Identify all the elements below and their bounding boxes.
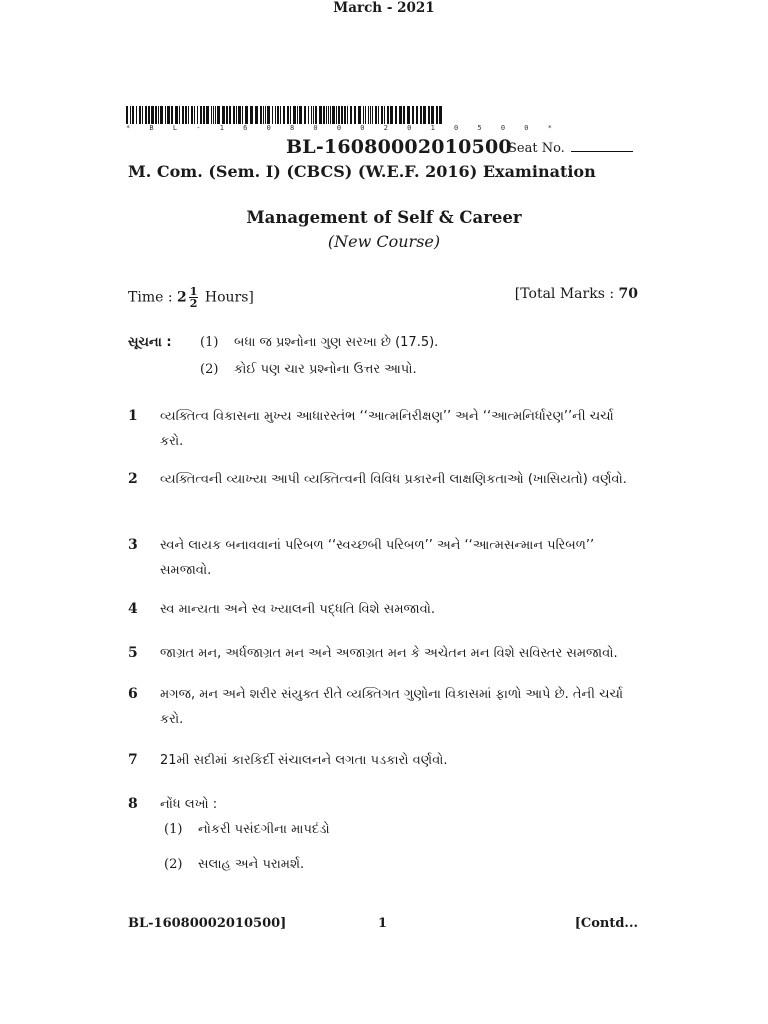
barcode-bar	[304, 106, 306, 124]
question-number: 7	[128, 752, 138, 768]
time-fraction-denominator: 2	[189, 297, 198, 310]
barcode-bar	[370, 106, 371, 124]
question-number: 6	[128, 686, 138, 702]
q8-subitem-text: સલાહ અને પરામર્શ.	[198, 857, 305, 872]
barcode-bar	[197, 106, 198, 124]
question-text: સ્વ માન્યતા અને સ્વ ખ્યાલની પદ્ધતિ વિશે સમજાવો.	[160, 602, 436, 617]
instruction-number: (1)	[200, 335, 219, 350]
barcode-bar	[165, 106, 166, 124]
barcode-bar	[332, 106, 335, 124]
barcode-bar	[403, 106, 405, 124]
barcode-bar	[363, 106, 364, 124]
time-fraction-numerator: 1	[189, 285, 198, 298]
barcode-bar	[428, 106, 430, 124]
barcode-bar	[171, 106, 173, 124]
barcode-bar	[155, 106, 157, 124]
barcode-bar	[439, 106, 442, 124]
barcode-bar	[126, 106, 128, 124]
question-text: મગજ, મન અને શરીર સંયુક્ત રીતે વ્યક્તિગત ગુણોના વિકાસમાં ફાળો આપે છે. તેની ચર્ચા કરો.	[160, 687, 624, 727]
time-marks-row	[128, 280, 638, 310]
seat-blank-line	[571, 151, 633, 152]
barcode-bar	[229, 106, 231, 124]
question-7	[128, 748, 640, 773]
barcode-bar	[175, 106, 178, 124]
paper-code: BL-16080002010500	[286, 136, 512, 158]
barcode-bar	[354, 106, 356, 124]
barcode-bar	[136, 106, 137, 124]
question-text: નોંધ લખો :	[160, 797, 218, 812]
instruction-number: (2)	[200, 362, 219, 377]
barcode-bar	[299, 106, 302, 124]
seat-label: Seat No.	[508, 141, 565, 156]
barcode-bar	[365, 106, 366, 124]
question-number: 8	[128, 796, 138, 812]
barcode-bar	[250, 106, 253, 124]
seat-number-field	[508, 141, 633, 156]
barcode-bar	[151, 106, 154, 124]
barcode-bar	[275, 106, 276, 124]
barcode-bar	[399, 106, 402, 124]
barcode-bar	[384, 106, 385, 124]
barcode-bar	[206, 106, 209, 124]
q8-subitem-text: નોકરી પસંદગીના માપદંડો	[198, 822, 330, 837]
barcode-bar	[326, 106, 327, 124]
barcode-bar	[200, 106, 202, 124]
instruction-text: કોઈ પણ ચાર પ્રશ્નોના ઉત્તર આપો.	[234, 362, 417, 377]
barcode-bar	[420, 106, 422, 124]
instruction-text: બધા જ પ્રશ્નોના ગુણ સરખા છે (17.5).	[234, 335, 439, 350]
barcode-bar	[378, 106, 380, 124]
barcode-bar	[245, 106, 248, 124]
question-1	[128, 404, 640, 454]
time-duration	[128, 286, 254, 309]
instruction-item	[200, 362, 417, 377]
barcode-bar	[330, 106, 331, 124]
barcode-bar	[260, 106, 262, 124]
barcode-bar	[297, 106, 298, 124]
barcode-bar	[188, 106, 189, 124]
question-number: 4	[128, 601, 138, 617]
barcode-bar	[236, 106, 237, 124]
barcode-bar	[308, 106, 309, 124]
instructions-label: સૂચના :	[128, 335, 172, 350]
barcode-bar	[423, 106, 426, 124]
barcode-bar	[375, 106, 377, 124]
footer-paper-code: BL-16080002010500]	[128, 916, 287, 931]
barcode-bar	[287, 106, 289, 124]
barcode-bar	[341, 106, 343, 124]
question-3	[128, 533, 640, 583]
barcode-bar	[272, 106, 273, 124]
barcode-text: * B L - 1 6 0 8 0 0 0 2 0 1 0 5 0 0 *	[126, 124, 560, 132]
barcode-bar	[344, 106, 346, 124]
barcode-bar	[222, 106, 225, 124]
question-6	[128, 682, 640, 732]
time-fraction	[189, 286, 199, 309]
barcode-bar	[431, 106, 434, 124]
barcode-bar	[185, 106, 187, 124]
barcode-bar	[217, 106, 220, 124]
barcode-bar	[139, 106, 141, 124]
barcode-bar	[160, 106, 163, 124]
barcode-bar	[213, 106, 215, 124]
barcode	[126, 106, 444, 124]
question-number: 3	[128, 537, 138, 553]
question-number: 2	[128, 471, 138, 487]
question-5	[128, 641, 640, 666]
barcode-bar	[203, 106, 205, 124]
question-number: 1	[128, 408, 138, 424]
barcode-bar	[358, 106, 361, 124]
question-text: જાગ્રત મન, અર્ધજાગ્રત મન અને અજાગ્રત મન કે અચેતન મન વિશે સવિસ્તર સમજાવો.	[160, 646, 618, 661]
barcode-bar	[390, 106, 393, 124]
barcode-bar	[242, 106, 243, 124]
barcode-bar	[319, 106, 322, 124]
barcode-bar	[267, 106, 270, 124]
total-marks-value: 70	[618, 286, 638, 302]
barcode-bar	[233, 106, 235, 124]
barcode-bar	[311, 106, 312, 124]
question-text: વ્યક્તિત્વ વિકાસના મુખ્ય આધારસ્તંભ ‘‘આત્મનિરીક્ષણ’’ અને ‘‘આત્મનિર્ધારણ’’ની ચર્ચા કરો.	[160, 409, 614, 449]
barcode-bar	[255, 106, 258, 124]
barcode-bar	[368, 106, 369, 124]
barcode-bar	[283, 106, 285, 124]
barcode-bar	[263, 106, 264, 124]
question-text: વ્યક્તિત્વની વ્યાખ્યા આપી વ્યક્તિત્વની વિવિધ પ્રકારની લાક્ષણિકતાઓ (ખાસિયતો) વર્ણવો.	[160, 472, 627, 487]
barcode-bar	[148, 106, 150, 124]
barcode-bar	[350, 106, 352, 124]
barcode-bar	[145, 106, 147, 124]
barcode-bar	[265, 106, 266, 124]
barcode-bar	[412, 106, 414, 124]
barcode-bar	[226, 106, 228, 124]
barcode-bar	[407, 106, 410, 124]
time-label: Time :	[128, 289, 173, 306]
question-2	[128, 467, 640, 492]
subject-title: Management of Self & Career	[246, 208, 522, 227]
barcode-bar	[347, 106, 348, 124]
barcode-bar	[313, 106, 314, 124]
barcode-bar	[211, 106, 212, 124]
time-whole: 2	[177, 289, 187, 306]
barcode-bar	[182, 106, 184, 124]
barcode-bar	[280, 106, 281, 124]
instruction-item	[200, 335, 438, 350]
exam-title: M. Com. (Sem. I) (CBCS) (W.E.F. 2016) Examination	[128, 162, 596, 181]
page-number: 1	[378, 916, 388, 931]
barcode-bar	[179, 106, 180, 124]
barcode-bar	[277, 106, 279, 124]
barcode-bar	[194, 106, 195, 124]
barcode-bar	[215, 106, 216, 124]
barcode-bar	[381, 106, 383, 124]
continued-marker: [Contd...	[574, 916, 638, 931]
question-text: સ્વને લાયક બનાવવાનાં પરિબળ ‘‘સ્વચ્છબી પરિબળ’’ અને ‘‘આત્મસન્માન પરિબળ’’ સમજાવો.	[160, 538, 595, 578]
barcode-bar	[372, 106, 373, 124]
barcode-bar	[436, 106, 438, 124]
q8-subitem	[164, 822, 330, 837]
question-number: 5	[128, 645, 138, 661]
barcode-bar	[130, 106, 131, 124]
question-8	[128, 792, 640, 817]
barcode-bar	[290, 106, 291, 124]
exam-month: March - 2021	[333, 0, 435, 16]
barcode-bar	[336, 106, 337, 124]
total-marks-label: [Total Marks :	[514, 286, 615, 302]
barcode-bar	[338, 106, 340, 124]
q8-subitem-number: (1)	[164, 822, 183, 837]
barcode-bar	[158, 106, 159, 124]
barcode-bar	[395, 106, 397, 124]
barcode-bar	[323, 106, 325, 124]
question-4	[128, 597, 640, 622]
barcode-bar	[293, 106, 296, 124]
barcode-bar	[191, 106, 193, 124]
q8-subitem	[164, 857, 304, 872]
time-unit: Hours]	[204, 289, 254, 306]
barcode-bar	[416, 106, 418, 124]
barcode-bar	[328, 106, 329, 124]
barcode-bar	[315, 106, 317, 124]
question-text: 21મી સદીમાં કારકિર્દી સંચાલનને લગતા પડકારો વર્ણવો.	[160, 753, 448, 768]
total-marks	[515, 286, 638, 302]
barcode-bar	[142, 106, 143, 124]
q8-subitem-number: (2)	[164, 857, 183, 872]
barcode-bar	[132, 106, 134, 124]
barcode-bar	[167, 106, 170, 124]
barcode-bar	[238, 106, 241, 124]
course-type: (New Course)	[327, 232, 441, 251]
barcode-bar	[387, 106, 389, 124]
